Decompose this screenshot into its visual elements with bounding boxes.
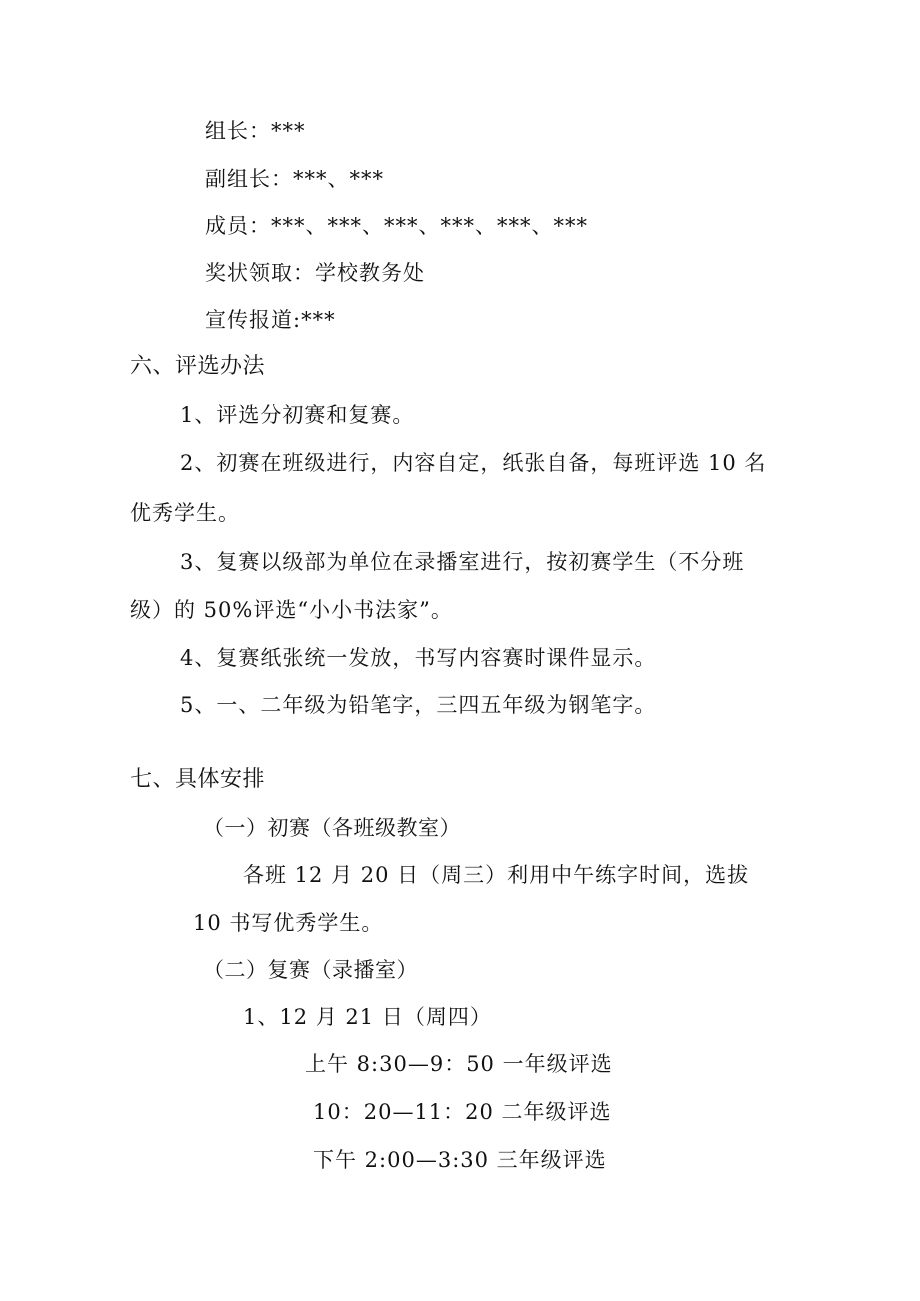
staff-award-pickup: 奖状领取：学校教务处 (205, 261, 425, 285)
section-7-sub2-title: （二）复赛（录播室） (203, 958, 418, 982)
staff-vice-leader: 副组长：***、*** (205, 167, 384, 191)
section-6-item-2: 2、初赛在班级进行，内容自定，纸张自备，每班评选 10 名 (180, 451, 767, 475)
section-6-item-2-cont: 优秀学生。 (130, 501, 240, 525)
staff-members: 成员：***、***、***、***、***、*** (205, 214, 588, 238)
section-7-sub2-date: 1、12 月 21 日（周四） (243, 1005, 492, 1029)
schedule-item-3: 下午 2:00—3:30 三年级评选 (313, 1148, 607, 1172)
section-6-item-3-cont: 级）的 50%评选“小小书法家”。 (130, 598, 453, 622)
section-6-title: 六、评选办法 (130, 354, 266, 379)
section-7-sub1-title: （一）初赛（各班级教室） (203, 816, 461, 840)
section-6-item-1: 1、评选分初赛和复赛。 (180, 403, 415, 427)
section-7-sub1-line-2: 10 书写优秀学生。 (193, 911, 384, 935)
staff-leader: 组长：*** (205, 119, 306, 143)
staff-publicity: 宣传报道:*** (205, 308, 336, 332)
section-6-item-4: 4、复赛纸张统一发放，书写内容赛时课件显示。 (180, 646, 657, 670)
section-6-item-5: 5、一、二年级为铅笔字，三四五年级为钢笔字。 (180, 693, 657, 717)
section-6-item-3: 3、复赛以级部为单位在录播室进行，按初赛学生（不分班 (180, 550, 745, 574)
schedule-item-2: 10：20—11：20 二年级评选 (313, 1100, 612, 1124)
schedule-item-1: 上午 8:30—9：50 一年级评选 (305, 1052, 613, 1076)
section-7-sub1-line-1: 各班 12 月 20 日（周三）利用中午练字时间，选拔 (243, 863, 750, 887)
section-7-title: 七、具体安排 (130, 767, 266, 792)
